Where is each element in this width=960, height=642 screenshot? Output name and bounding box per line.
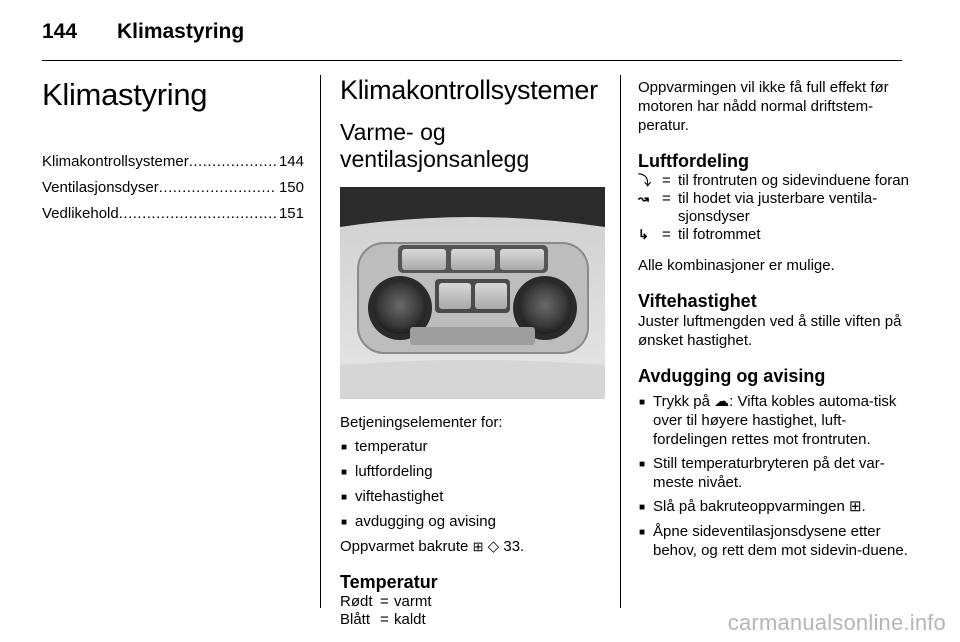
control-list (340, 437, 605, 532)
list-item: ■ Slå på bakruteoppvarmingen ⊞. (639, 498, 866, 515)
toc-leader-dots (159, 175, 276, 201)
toc-leader-dots (119, 201, 276, 227)
column-divider (620, 75, 621, 608)
list-item: ■ Trykk på ☁: Vifta kobles automa-tisk over til høyere hastighet, luft-fordelingen rettes mot frontruten. (639, 393, 897, 448)
climate-panel-illustration (340, 187, 605, 399)
watermark: carmanualsonline.info (727, 610, 946, 635)
defog-title: Avdugging og avising (638, 366, 826, 386)
climate-control-panel-photo (340, 187, 605, 399)
figure-caption: Betjeningselementer for: (340, 414, 503, 431)
chapter-title: Klimastyring (42, 77, 208, 112)
column-1 (42, 70, 304, 227)
toc-entry-label: Vedlikehold (42, 205, 119, 222)
list-item: ■ avdugging og avising (341, 513, 496, 530)
running-title: Klimastyring (117, 20, 245, 43)
fan-speed-text: Juster luftmengden ved å stille viften på ønsket hastighet. (638, 313, 902, 349)
page-reference-arrow-icon[interactable]: ◇ (487, 538, 500, 555)
list-item: ■ Still temperaturbryteren på det var-meste nivået. (639, 455, 885, 491)
heating-intro: Oppvarmingen vil ikke få full effekt før motoren har nådd normal driftstem-peratur. (638, 79, 889, 134)
definition-row: ⤵ = til frontruten og sidevinduene foran (638, 172, 909, 189)
list-item: ■ temperatur (341, 438, 428, 455)
toc-entry[interactable] (42, 175, 304, 201)
list-item: ■ Åpne sideventilasjonsdysene etter behov, og rett dem mot sidevin-duene. (639, 523, 908, 559)
windscreen-airflow-icon: ⤵ (638, 173, 652, 188)
bullet-square-icon: ■ (341, 517, 348, 528)
combinations-note: Alle kombinasjoner er mulige. (638, 257, 835, 274)
toc-entry[interactable] (42, 201, 304, 227)
bullet-square-icon: ■ (341, 492, 348, 503)
bullet-square-icon: ■ (639, 527, 646, 538)
toc-entry-page: 144 (278, 153, 304, 170)
bullet-square-icon: ■ (341, 442, 348, 453)
header-rule (42, 60, 902, 61)
definition-row: ↝ = til hodet via justerbare ventila-sjonsdyser (638, 190, 878, 225)
fan-speed-title: Viftehastighet (638, 291, 757, 311)
sub-title-line: Varme- og (340, 119, 446, 145)
bullet-square-icon: ■ (639, 502, 646, 513)
list-item: ■ viftehastighet (341, 488, 444, 505)
definition-row: ↳ = til fotrommet (638, 226, 761, 243)
table-of-contents (42, 149, 304, 227)
bullet-square-icon: ■ (639, 397, 646, 408)
toc-entry[interactable] (42, 149, 304, 175)
head-airflow-icon: ↝ (638, 191, 649, 206)
section-title: Klimakontrollsystemer (340, 75, 598, 105)
page-header (42, 14, 244, 50)
rear-window-heating-icon: ⊞ (472, 539, 484, 554)
temperature-title: Temperatur (340, 572, 438, 592)
air-distribution-title: Luftfordeling (638, 151, 749, 171)
toc-entry-page: 151 (278, 205, 304, 222)
toc-entry-page: 150 (278, 179, 304, 196)
toc-entry-label: Klimakontrollsystemer (42, 153, 189, 170)
column-divider (320, 75, 321, 608)
page-number: 144 (42, 20, 78, 43)
toc-entry-label: Ventilasjonsdyser (42, 179, 159, 196)
rear-window-reference: Oppvarmet bakrute ⊞ ◇ 33. (340, 538, 525, 555)
page-reference[interactable]: 33. (503, 538, 525, 555)
bullet-square-icon: ■ (341, 467, 348, 478)
footwell-airflow-icon: ↳ (638, 227, 649, 242)
definition-row: Blått = kaldt (340, 611, 426, 628)
column-3 (638, 70, 913, 560)
column-2 (340, 70, 605, 629)
toc-leader-dots (189, 149, 276, 175)
list-item: ■ luftfordeling (341, 463, 433, 480)
sub-title (340, 119, 605, 173)
definition-row: Rødt = varmt (340, 593, 432, 610)
sub-title-line: ventilasjonsanlegg (340, 146, 530, 172)
defog-list (638, 392, 913, 560)
bullet-square-icon: ■ (639, 459, 646, 470)
